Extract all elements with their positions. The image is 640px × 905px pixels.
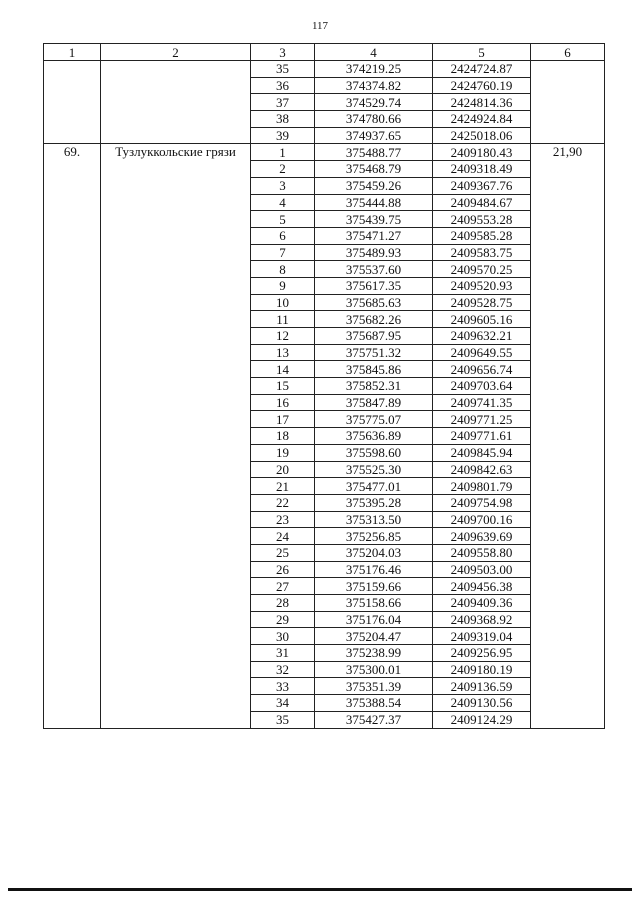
column-header-6: 6 — [531, 44, 605, 61]
y-coordinate-cell: 2409583.75 — [433, 244, 531, 261]
bottom-rule — [8, 888, 632, 891]
x-coordinate-cell: 375176.04 — [315, 611, 433, 628]
y-coordinate-cell: 2409367.76 — [433, 177, 531, 194]
y-coordinate-cell: 2409649.55 — [433, 344, 531, 361]
y-coordinate-cell: 2409754.98 — [433, 494, 531, 511]
point-number-cell: 4 — [251, 194, 315, 211]
coordinates-table — [43, 43, 605, 729]
point-number-cell: 35 — [251, 711, 315, 728]
point-number-cell: 33 — [251, 678, 315, 695]
point-number-cell: 22 — [251, 494, 315, 511]
y-coordinate-cell: 2409842.63 — [433, 461, 531, 478]
y-coordinate-cell: 2409130.56 — [433, 695, 531, 712]
point-number-cell: 28 — [251, 595, 315, 612]
y-coordinate-cell: 2409801.79 — [433, 478, 531, 495]
y-coordinate-cell: 2409639.69 — [433, 528, 531, 545]
point-number-cell: 27 — [251, 578, 315, 595]
point-number-cell: 31 — [251, 645, 315, 662]
area-cell: 21,90 — [531, 144, 605, 728]
x-coordinate-cell: 375238.99 — [315, 645, 433, 662]
point-number-cell: 32 — [251, 661, 315, 678]
x-coordinate-cell: 375256.85 — [315, 528, 433, 545]
y-coordinate-cell: 2409520.93 — [433, 277, 531, 294]
x-coordinate-cell: 375687.95 — [315, 328, 433, 345]
column-header-5: 5 — [433, 44, 531, 61]
x-coordinate-cell: 375845.86 — [315, 361, 433, 378]
point-number-cell: 8 — [251, 261, 315, 278]
x-coordinate-cell: 375847.89 — [315, 394, 433, 411]
x-coordinate-cell: 375427.37 — [315, 711, 433, 728]
y-coordinate-cell: 2409632.21 — [433, 328, 531, 345]
x-coordinate-cell: 375852.31 — [315, 378, 433, 395]
point-number-cell: 26 — [251, 561, 315, 578]
x-coordinate-cell: 374529.74 — [315, 94, 433, 111]
y-coordinate-cell: 2409256.95 — [433, 645, 531, 662]
x-coordinate-cell: 374937.65 — [315, 127, 433, 144]
y-coordinate-cell: 2425018.06 — [433, 127, 531, 144]
y-coordinate-cell: 2409771.61 — [433, 428, 531, 445]
table-row — [44, 61, 605, 78]
point-number-cell: 23 — [251, 511, 315, 528]
y-coordinate-cell: 2409585.28 — [433, 227, 531, 244]
x-coordinate-cell: 375459.26 — [315, 177, 433, 194]
point-number-cell: 7 — [251, 244, 315, 261]
point-number-cell: 2 — [251, 161, 315, 178]
y-coordinate-cell: 2409409.36 — [433, 595, 531, 612]
y-coordinate-cell: 2409570.25 — [433, 261, 531, 278]
point-number-cell: 14 — [251, 361, 315, 378]
object-name-cell — [101, 61, 251, 144]
y-coordinate-cell: 2424924.84 — [433, 111, 531, 128]
x-coordinate-cell: 375395.28 — [315, 494, 433, 511]
point-number-cell: 21 — [251, 478, 315, 495]
point-number-cell: 39 — [251, 127, 315, 144]
point-number-cell: 11 — [251, 311, 315, 328]
x-coordinate-cell: 375488.77 — [315, 144, 433, 161]
x-coordinate-cell: 374374.82 — [315, 77, 433, 94]
object-number-cell: 69. — [44, 144, 101, 728]
y-coordinate-cell: 2424760.19 — [433, 77, 531, 94]
x-coordinate-cell: 375477.01 — [315, 478, 433, 495]
column-header-2: 2 — [101, 44, 251, 61]
y-coordinate-cell: 2424724.87 — [433, 61, 531, 78]
x-coordinate-cell: 375176.46 — [315, 561, 433, 578]
point-number-cell: 20 — [251, 461, 315, 478]
y-coordinate-cell: 2409605.16 — [433, 311, 531, 328]
header-row — [44, 44, 605, 61]
point-number-cell: 13 — [251, 344, 315, 361]
point-number-cell: 34 — [251, 695, 315, 712]
x-coordinate-cell: 375537.60 — [315, 261, 433, 278]
x-coordinate-cell: 375751.32 — [315, 344, 433, 361]
point-number-cell: 6 — [251, 227, 315, 244]
point-number-cell: 36 — [251, 77, 315, 94]
y-coordinate-cell: 2409484.67 — [433, 194, 531, 211]
x-coordinate-cell: 375636.89 — [315, 428, 433, 445]
area-cell — [531, 61, 605, 144]
y-coordinate-cell: 2409180.19 — [433, 661, 531, 678]
y-coordinate-cell: 2409136.59 — [433, 678, 531, 695]
y-coordinate-cell: 2409558.80 — [433, 544, 531, 561]
point-number-cell: 5 — [251, 211, 315, 228]
y-coordinate-cell: 2409656.74 — [433, 361, 531, 378]
column-header-4: 4 — [315, 44, 433, 61]
object-number-cell — [44, 61, 101, 144]
x-coordinate-cell: 375775.07 — [315, 411, 433, 428]
y-coordinate-cell: 2409741.35 — [433, 394, 531, 411]
x-coordinate-cell: 375313.50 — [315, 511, 433, 528]
table-row — [44, 144, 605, 161]
point-number-cell: 10 — [251, 294, 315, 311]
point-number-cell: 3 — [251, 177, 315, 194]
y-coordinate-cell: 2409528.75 — [433, 294, 531, 311]
x-coordinate-cell: 375471.27 — [315, 227, 433, 244]
point-number-cell: 1 — [251, 144, 315, 161]
y-coordinate-cell: 2409180.43 — [433, 144, 531, 161]
point-number-cell: 30 — [251, 628, 315, 645]
point-number-cell: 9 — [251, 277, 315, 294]
y-coordinate-cell: 2409771.25 — [433, 411, 531, 428]
x-coordinate-cell: 374780.66 — [315, 111, 433, 128]
y-coordinate-cell: 2409368.92 — [433, 611, 531, 628]
point-number-cell: 18 — [251, 428, 315, 445]
x-coordinate-cell: 375525.30 — [315, 461, 433, 478]
column-header-3: 3 — [251, 44, 315, 61]
x-coordinate-cell: 375159.66 — [315, 578, 433, 595]
point-number-cell: 12 — [251, 328, 315, 345]
y-coordinate-cell: 2409503.00 — [433, 561, 531, 578]
table-body — [44, 61, 605, 729]
point-number-cell: 16 — [251, 394, 315, 411]
point-number-cell: 25 — [251, 544, 315, 561]
x-coordinate-cell: 375598.60 — [315, 444, 433, 461]
point-number-cell: 19 — [251, 444, 315, 461]
x-coordinate-cell: 374219.25 — [315, 61, 433, 78]
point-number-cell: 24 — [251, 528, 315, 545]
x-coordinate-cell: 375158.66 — [315, 595, 433, 612]
point-number-cell: 35 — [251, 61, 315, 78]
point-number-cell: 17 — [251, 411, 315, 428]
x-coordinate-cell: 375300.01 — [315, 661, 433, 678]
x-coordinate-cell: 375444.88 — [315, 194, 433, 211]
page-number: 117 — [311, 20, 329, 32]
y-coordinate-cell: 2424814.36 — [433, 94, 531, 111]
y-coordinate-cell: 2409553.28 — [433, 211, 531, 228]
x-coordinate-cell: 375489.93 — [315, 244, 433, 261]
x-coordinate-cell: 375204.03 — [315, 544, 433, 561]
y-coordinate-cell: 2409124.29 — [433, 711, 531, 728]
object-name-cell: Тузлуккольские грязи — [101, 144, 251, 728]
point-number-cell: 38 — [251, 111, 315, 128]
x-coordinate-cell: 375351.39 — [315, 678, 433, 695]
y-coordinate-cell: 2409456.38 — [433, 578, 531, 595]
point-number-cell: 29 — [251, 611, 315, 628]
x-coordinate-cell: 375204.47 — [315, 628, 433, 645]
point-number-cell: 37 — [251, 94, 315, 111]
y-coordinate-cell: 2409700.16 — [433, 511, 531, 528]
column-header-1: 1 — [44, 44, 101, 61]
y-coordinate-cell: 2409319.04 — [433, 628, 531, 645]
x-coordinate-cell: 375682.26 — [315, 311, 433, 328]
y-coordinate-cell: 2409845.94 — [433, 444, 531, 461]
x-coordinate-cell: 375388.54 — [315, 695, 433, 712]
y-coordinate-cell: 2409703.64 — [433, 378, 531, 395]
y-coordinate-cell: 2409318.49 — [433, 161, 531, 178]
x-coordinate-cell: 375617.35 — [315, 277, 433, 294]
point-number-cell: 15 — [251, 378, 315, 395]
x-coordinate-cell: 375468.79 — [315, 161, 433, 178]
x-coordinate-cell: 375439.75 — [315, 211, 433, 228]
x-coordinate-cell: 375685.63 — [315, 294, 433, 311]
